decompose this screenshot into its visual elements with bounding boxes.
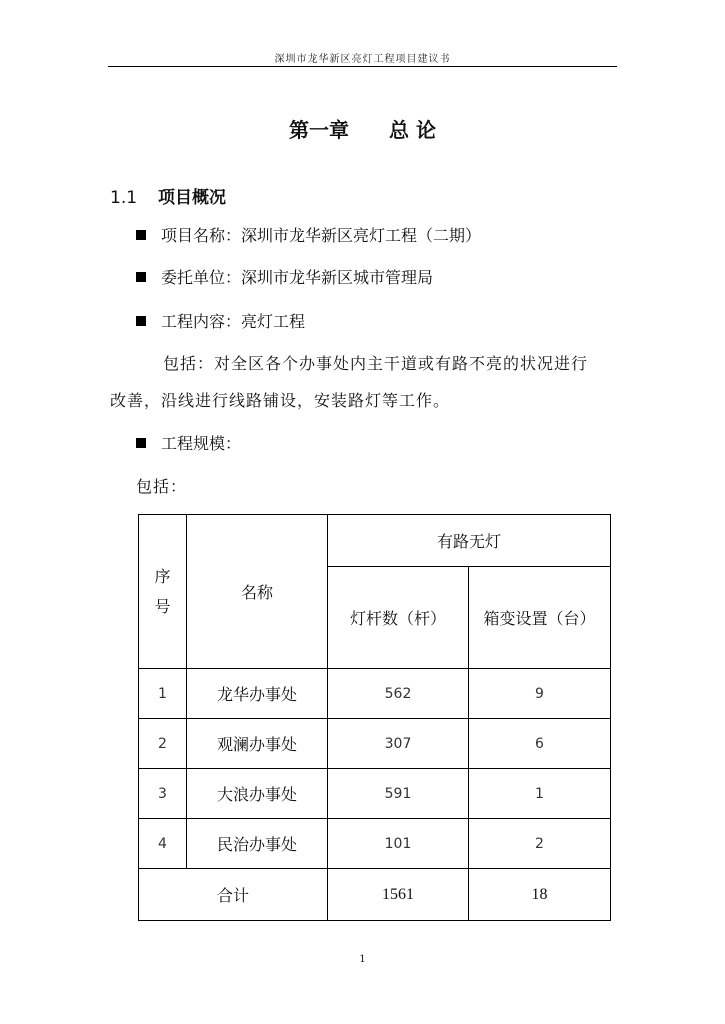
header-name: 名称 bbox=[187, 515, 328, 669]
section-title: 项目概况 bbox=[158, 188, 226, 208]
table-total-row bbox=[139, 869, 611, 921]
total-boxes: 18 bbox=[469, 869, 611, 921]
content-paragraph-line2: 改善，沿线进行线路铺设，安装路灯等工作。 bbox=[110, 391, 451, 410]
total-label: 合计 bbox=[139, 869, 328, 921]
running-header: 深圳市龙华新区亮灯工程项目建议书 bbox=[274, 54, 451, 65]
section-number: 1.1 bbox=[110, 188, 138, 208]
header-boxes: 箱变设置（台） bbox=[469, 567, 611, 669]
header-group: 有路无灯 bbox=[328, 515, 611, 567]
header-no: 序号 bbox=[139, 515, 187, 669]
chapter-number: 第一章 bbox=[289, 118, 350, 142]
section-heading bbox=[110, 183, 226, 208]
bullet-client: 委托单位：深圳市龙华新区城市管理局 bbox=[136, 265, 433, 288]
content-paragraph-line1: 包括：对全区各个办事处内主干道或有路不亮的状况进行 bbox=[163, 354, 589, 373]
bullet-square-icon bbox=[136, 316, 146, 326]
chapter-title bbox=[0, 114, 725, 143]
bullet-square-icon bbox=[136, 438, 146, 448]
bullet-square-icon bbox=[136, 230, 146, 240]
bullet-content: 工程内容：亮灯工程 bbox=[136, 309, 305, 332]
total-poles: 1561 bbox=[328, 869, 469, 921]
scale-table bbox=[138, 514, 611, 921]
scale-intro: 包括： bbox=[136, 477, 188, 496]
bullet-project-name: 项目名称：深圳市龙华新区亮灯工程（二期） bbox=[136, 223, 481, 246]
table-row: 2 观澜办事处 307 6 bbox=[139, 719, 611, 769]
bullet-scale: 工程规模： bbox=[136, 431, 241, 454]
table-row: 4 民治办事处 101 2 bbox=[139, 819, 611, 869]
header-poles: 灯杆数（杆） bbox=[328, 567, 469, 669]
table-row: 3 大浪办事处 591 1 bbox=[139, 769, 611, 819]
bullet-square-icon bbox=[136, 272, 146, 282]
header-rule bbox=[108, 66, 617, 67]
chapter-name: 总 论 bbox=[389, 118, 436, 142]
table-row: 1 龙华办事处 562 9 bbox=[139, 669, 611, 719]
page-number: 1 bbox=[359, 954, 366, 965]
